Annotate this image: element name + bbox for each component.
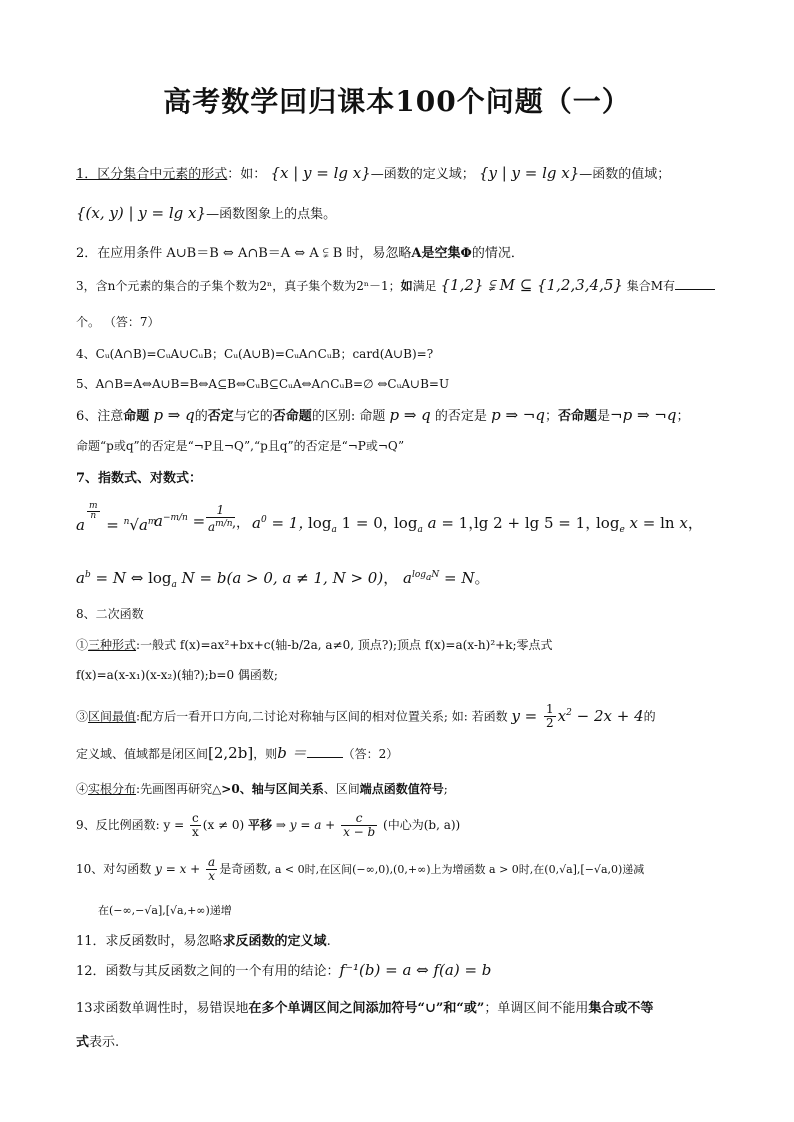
item-13-text: 表示.	[89, 1035, 120, 1050]
lg-text: lg 2 + lg 5 = 1	[474, 514, 586, 532]
item-8-subheading: 三种形式	[88, 638, 137, 652]
item-13-bold: 式	[76, 1035, 90, 1050]
item-6-formula: p ⇒ ¬q	[491, 406, 545, 424]
item-6-formula: p ⇒ q	[153, 406, 195, 424]
item-3-line-2	[76, 313, 159, 330]
item-1-text: —函数的值域；	[579, 167, 671, 182]
answer-blank	[675, 289, 715, 290]
item-8-text: ，则	[253, 747, 278, 761]
item-10-line-1	[76, 856, 644, 883]
item-8-text: 的	[643, 709, 656, 724]
item-8-line-3	[76, 703, 656, 730]
item-8-answer: （答：2）	[342, 747, 399, 761]
item-6-bold: 否命题	[272, 409, 312, 424]
item-6-bold: 否定	[207, 409, 234, 424]
item-9-text: 9、反比例函数:	[76, 818, 160, 832]
item-6-text: ；	[676, 409, 690, 424]
item-8-text: :一般式 f(x)=ax²+bx+c(轴-b/2a, a≠0, 顶点?);顶点 f(x)=a(x-h)²+k;零点式	[136, 638, 553, 652]
item-9-bold: 平移	[248, 818, 273, 832]
item-1-text: —函数的定义域；	[370, 167, 475, 182]
item-8-subheading: 实根分布	[88, 782, 137, 796]
formula-b: b ＝	[277, 744, 307, 762]
page-title: 高考数学回归课本100个问题（一）	[163, 85, 631, 118]
item-13-text: ；单调区间不能用	[484, 1001, 589, 1016]
formula-shifted: y = a + $\frac{c}{x - b}$	[289, 811, 376, 839]
item-8-mark: ③	[76, 709, 89, 724]
item-3-answer: 个。 （答：7）	[76, 315, 160, 329]
log-text: log	[148, 569, 172, 587]
item-5	[76, 375, 449, 392]
item-1-text: ：如：	[227, 167, 267, 182]
item-10-text: a < 0时,在区间(−∞,0),(0,+∞)上为增函数 a > 0时,在(0,√a],[−√a,0)递减	[274, 863, 645, 876]
formula-a-zero: $a^0 = 1$，	[252, 514, 314, 532]
formula-exp-log: $a^b = N$ ⇔	[76, 569, 149, 587]
item-6-bold: 命题	[123, 409, 150, 424]
item-8-text: ;	[443, 782, 448, 796]
item-11-text: .	[326, 934, 331, 949]
item-6-text: 的区别: 命题	[311, 409, 386, 424]
item-6-text: 与它的	[233, 409, 273, 424]
item-3-formula: {1,2} ⫋ M ⊆ {1,2,3,4,5}	[440, 276, 623, 294]
item-6-text: 命题“p或q”的否定是“¬P且¬Q”,“p且q”的否定是“¬P或¬Q”	[76, 439, 405, 453]
formula-interval: [2,2b]	[208, 744, 254, 762]
item-3-line-1	[76, 276, 715, 294]
item-3-bold: 如	[400, 279, 413, 293]
answer-blank	[307, 757, 343, 758]
formula-inverse-relation: f⁻¹(b) = a ⇔ f(a) = b	[339, 961, 492, 979]
item-9-text: (中心为(b, a))	[383, 818, 461, 832]
item-8-text: 、区间	[323, 782, 360, 796]
item-7-heading: 7、指数式、对数式：	[76, 471, 203, 486]
formula-check: y = x + $\frac{a}{x}$	[155, 855, 216, 883]
formula-quadratic: y = $\frac{1}{2}$ $x^2 - 2x + 4$	[511, 702, 644, 730]
item-11-text: 11．求反函数时，易忽略	[76, 934, 223, 949]
item-6-line-2	[76, 437, 404, 454]
item-13-bold: 集合或不等	[588, 1001, 654, 1016]
item-6-formula: ¬p ⇒ ¬q	[610, 406, 677, 424]
item-1-set-a: {x | y = lg x}	[270, 164, 371, 182]
item-3-text: 满足	[412, 279, 437, 293]
item-8-line-2	[76, 666, 278, 683]
item-8-subheading: 区间最值	[88, 709, 137, 724]
item-4	[76, 345, 433, 362]
item-8-bold: △>0、轴与区间关系	[212, 782, 324, 796]
item-6-line-1	[76, 405, 689, 424]
item-6-text: ；	[544, 409, 558, 424]
item-9: 9、反比例函数: y = $\frac{c}{x}$ (x ≠ 0) 平移 ⇒ y = a + $\frac{c}{x - b}$ (中心为(b, a))	[76, 811, 461, 839]
item-6-text: 6、注意	[76, 409, 124, 424]
item-8-text: :先画图再研究	[136, 782, 213, 796]
item-10-text: 是奇函数,	[219, 862, 272, 876]
item-8-line-1	[76, 636, 553, 653]
item-11	[76, 930, 331, 949]
item-13-text: 13求函数单调性时，易错误地	[76, 1001, 249, 1016]
item-1-line-2	[76, 203, 336, 222]
log-text: log	[308, 514, 332, 532]
item-2	[76, 242, 524, 261]
item-7-formulas-2: $a^b = N$ ⇔ $\log_a N = b(a > 0$, a ≠ 1, N > 0)， $a^{log_aN} = N$。	[76, 569, 490, 590]
item-2-bold: A是空集Φ	[411, 246, 472, 261]
item-1-set-c: {(x, y) | y = lg x}	[76, 204, 207, 222]
formula-log-identity: $a^{log_aN} = N$	[403, 569, 475, 587]
formula-negative-power: $a^{-m/n}$ =	[154, 512, 206, 530]
item-2-text: 2．在应用条件 A∪B＝B ⇔ A∩B＝A ⇔ A ⫋ B 时，易忽略	[76, 246, 412, 261]
item-13-bold: 在多个单调区间之间添加符号“∪”和“或”	[248, 1001, 485, 1016]
item-8-line-4	[76, 742, 398, 763]
item-13-line-2	[76, 1031, 119, 1050]
item-8-mark: ④	[76, 782, 89, 796]
formula-log-a: $\log_a a = 1$，	[394, 514, 484, 535]
item-8-line-5	[76, 780, 448, 797]
item-1-line-1	[76, 163, 670, 182]
formula-log-1: $\log_a 1 = 0$，	[308, 514, 398, 535]
item-1-heading: 1．区分集合中元素的形式	[76, 167, 228, 182]
formula-power-root: a $^{\frac{m}{n}}$ = $^n√a^m$	[76, 501, 157, 534]
item-5-text: 5、A∩B=A⇔A∪B=B⇔A⊆B⇔CᵤB⊆CᵤA⇔A∩CᵤB=∅ ⇔CᵤA∪B=U	[76, 377, 450, 391]
item-11-bold: 求反函数的定义域	[222, 934, 327, 949]
formula-ln: $\log_e x = \ln x$，	[596, 514, 703, 535]
item-1-set-b: {y | y = lg x}	[478, 164, 580, 182]
formula-lg: lg 2 + lg 5 = 1，	[474, 514, 601, 532]
item-6-bold: 否命题	[557, 409, 597, 424]
item-2-tail: 的情况．	[471, 246, 524, 261]
item-3-text: 3，含n个元素的集合的子集个数为2ⁿ，真子集个数为2ⁿ－1；	[76, 279, 401, 293]
item-3-text: 集合M有	[626, 279, 676, 293]
item-10-line-2	[98, 902, 232, 918]
item-6-formula: p ⇒ q	[389, 406, 431, 424]
log-text: log	[394, 514, 418, 532]
item-8-text: f(x)=a(x-x₁)(x-x₂)(轴?);b=0 偶函数;	[76, 668, 278, 682]
formula-fraction: $\frac{1}{a^{m/n}}$	[208, 503, 233, 534]
item-12-text: 12．函数与其反函数之间的一个有用的结论：	[76, 964, 340, 979]
item-6-text: 的	[194, 409, 208, 424]
item-6-text: 的否定是	[434, 409, 487, 424]
item-13-line-1	[76, 997, 653, 1016]
log-text: log	[596, 514, 620, 532]
item-12	[76, 960, 491, 979]
item-4-text: 4、Cᵤ(A∩B)=CᵤA∪CᵤB；Cᵤ(A∪B)=CᵤA∩CᵤB；card(A∪B)=?	[76, 347, 434, 361]
item-6-text: 是	[597, 409, 611, 424]
item-8-bold: 端点函数值符号	[359, 782, 444, 796]
item-8-heading: 8、二次函数	[76, 607, 144, 621]
item-10-text: 10、对勾函数	[76, 862, 152, 876]
item-10-text: 在(−∞,−√a],[√a,+∞)递增	[98, 904, 232, 917]
item-8-text: :配方后一看开口方向,二讨论对称轴与区间的相对位置关系; 如: 若函数	[136, 709, 508, 724]
item-8-mark: ①	[76, 638, 89, 652]
formula-inverse: y = $\frac{c}{x}$ (x ≠ 0)	[163, 811, 245, 839]
separator: ,，	[232, 516, 250, 531]
item-1-text: —函数图象上的点集。	[206, 207, 337, 222]
item-8-text: 定义域、值域都是闭区间	[76, 747, 209, 761]
